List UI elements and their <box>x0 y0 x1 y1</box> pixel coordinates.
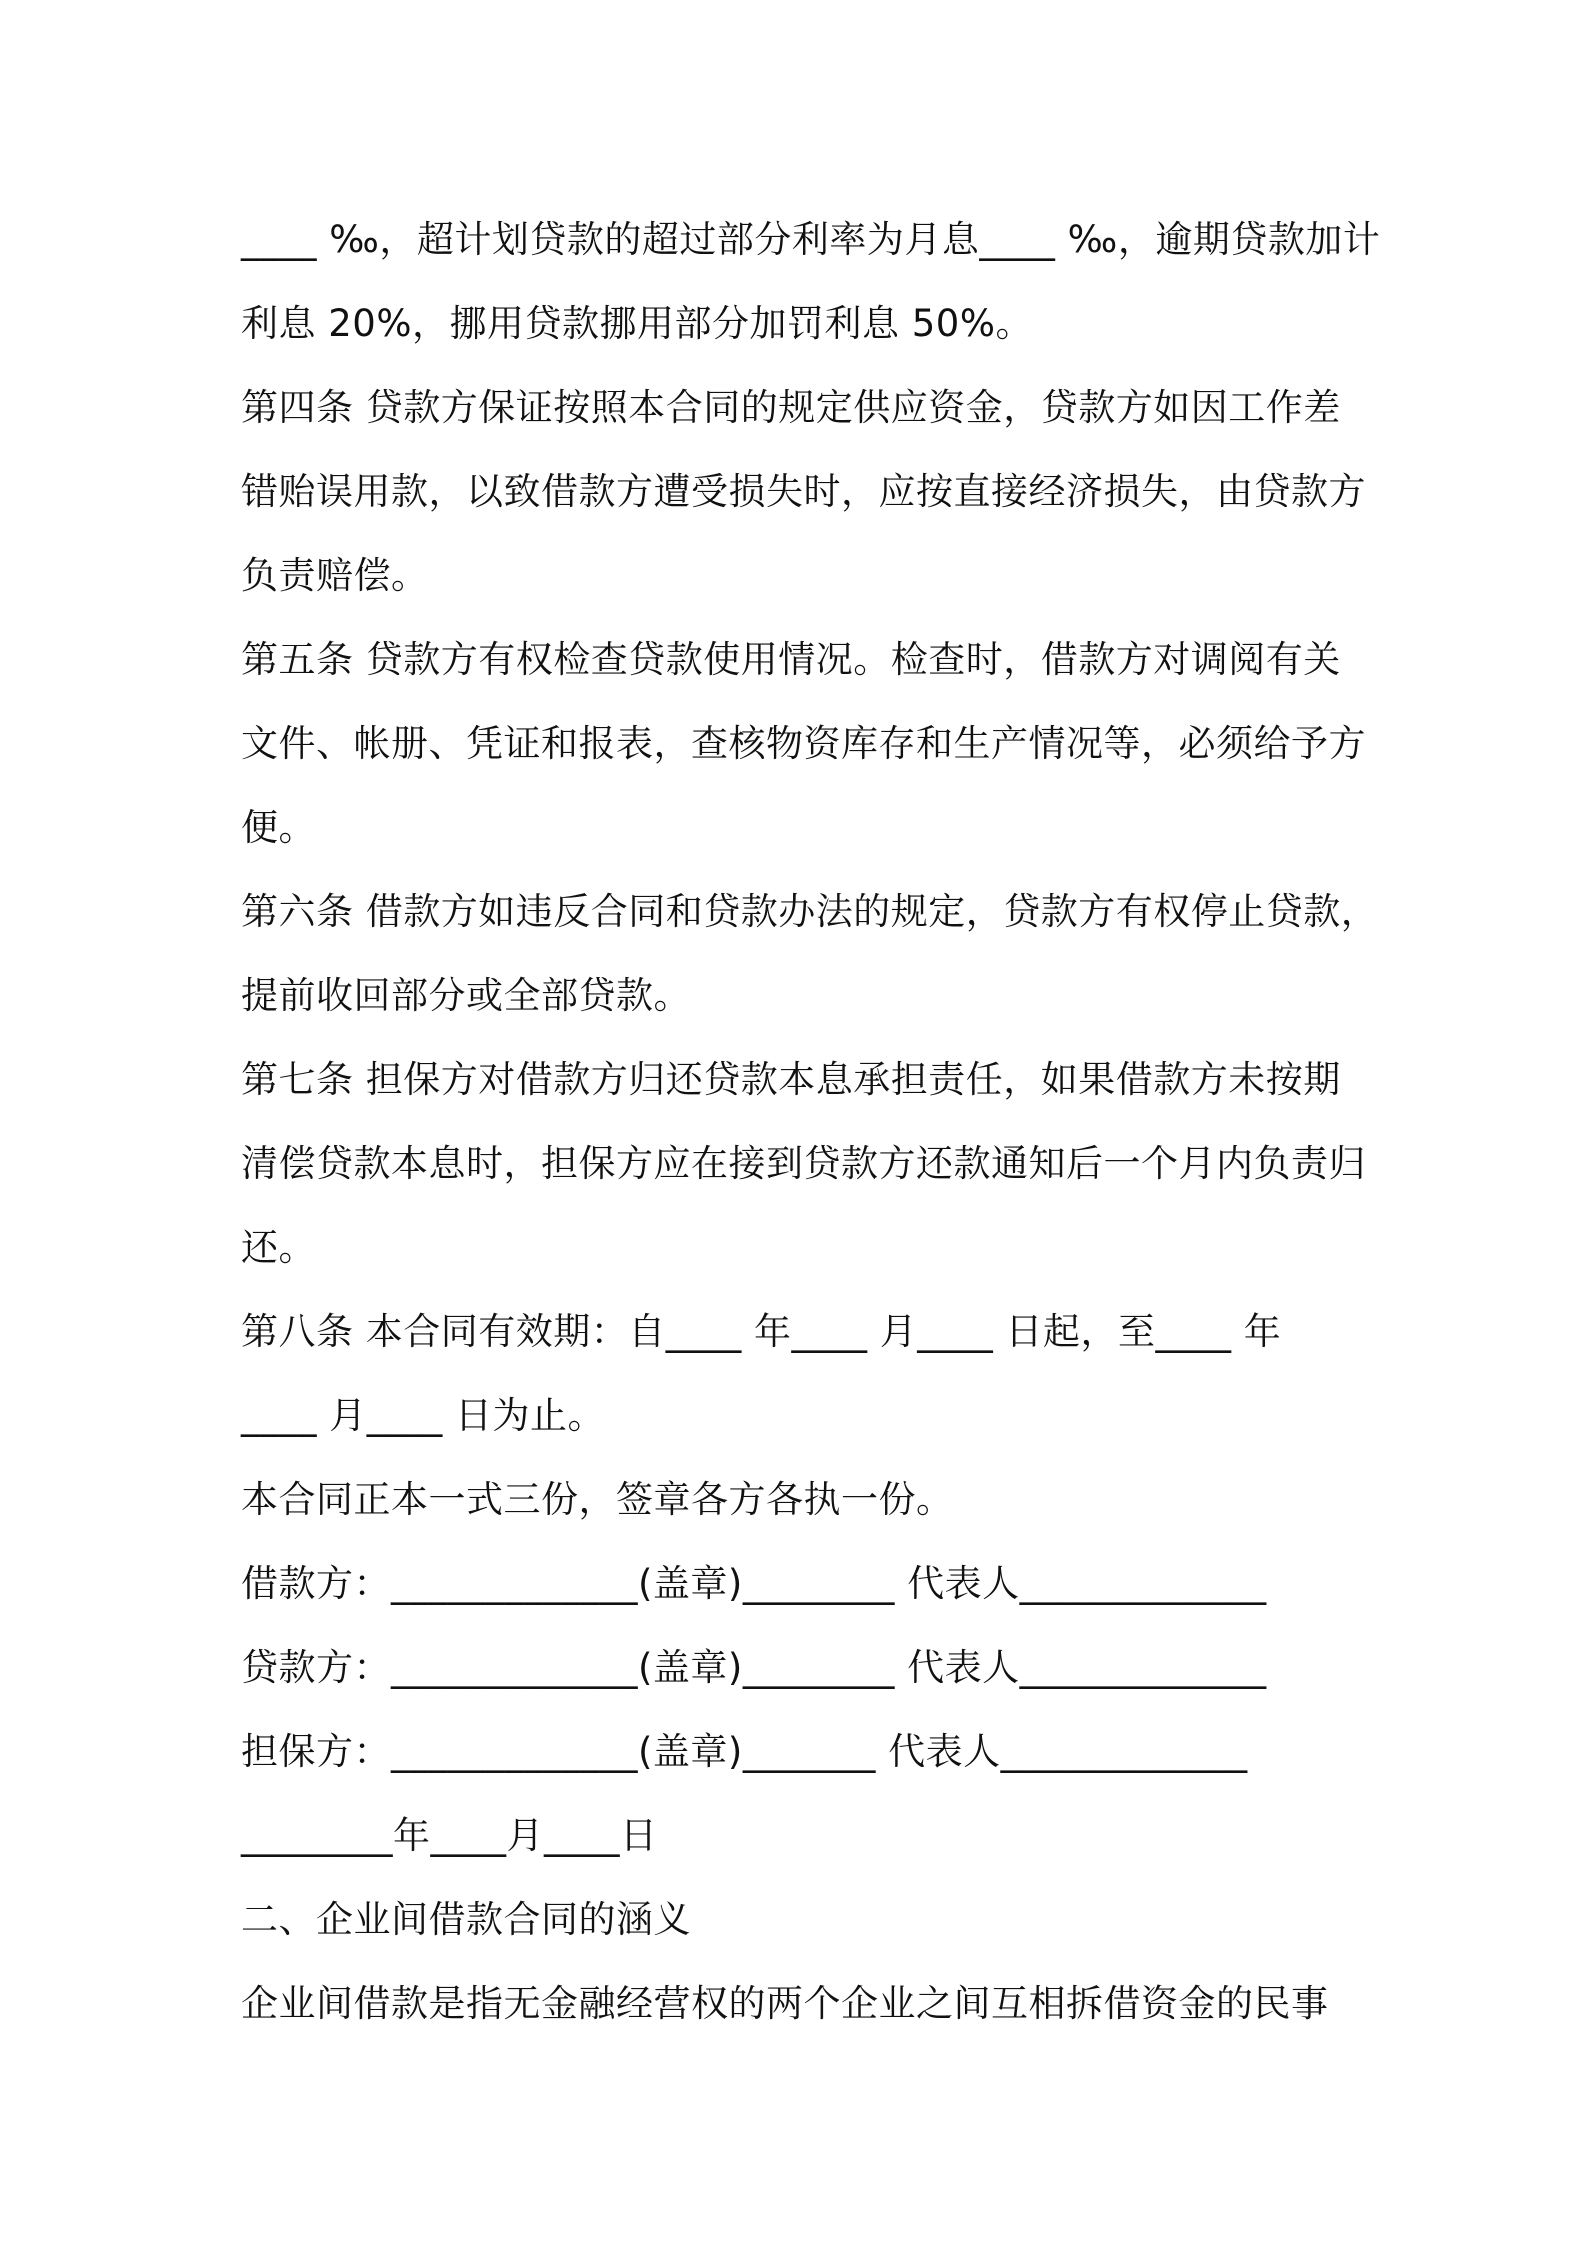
lender-signature-line: 贷款方：_____________(盖章)________ 代表人_____________ <box>241 1646 1267 1689</box>
text-line: 便。 <box>241 806 316 849</box>
text-line: 清偿贷款本息时，担保方应在接到贷款方还款通知后一个月内负责归 <box>241 1142 1366 1185</box>
section-heading: 二、企业间借款合同的涵义 <box>241 1898 691 1941</box>
borrower-signature-line: 借款方：_____________(盖章)________ 代表人_____________ <box>241 1562 1267 1605</box>
text-line: ____ 月____ 日为止。 <box>241 1394 606 1437</box>
article-4-line: 第四条 贷款方保证按照本合同的规定供应资金，贷款方如因工作差 <box>241 386 1341 429</box>
article-8-line: 第八条 本合同有效期：自____ 年____ 月____ 日起，至____ 年 <box>241 1310 1282 1353</box>
document-body <box>241 198 1381 2046</box>
text-line: 还。 <box>241 1226 316 1269</box>
article-6-line: 第六条 借款方如违反合同和贷款办法的规定，贷款方有权停止贷款， <box>241 890 1379 933</box>
article-5-line: 第五条 贷款方有权检查贷款使用情况。检查时，借款方对调阅有关 <box>241 638 1341 681</box>
text-line: ____ ‰，超计划贷款的超过部分利率为月息____ ‰，逾期贷款加计 <box>241 218 1381 261</box>
text-line: 利息 20%，挪用贷款挪用部分加罚利息 50%。 <box>241 302 1033 345</box>
text-line: 提前收回部分或全部贷款。 <box>241 974 691 1017</box>
copies-clause: 本合同正本一式三份，签章各方各执一份。 <box>241 1478 954 1521</box>
text-line: 负责赔偿。 <box>241 554 429 597</box>
text-line: 文件、帐册、凭证和报表，查核物资库存和生产情况等，必须给予方 <box>241 722 1366 765</box>
text-line: 企业间借款是指无金融经营权的两个企业之间互相拆借资金的民事 <box>241 1982 1329 2025</box>
article-7-line: 第七条 担保方对借款方归还贷款本息承担责任，如果借款方未按期 <box>241 1058 1341 1101</box>
date-line: ________年____月____日 <box>241 1814 658 1857</box>
text-line: 错贻误用款，以致借款方遭受损失时，应按直接经济损失，由贷款方 <box>241 470 1366 513</box>
guarantor-signature-line: 担保方：_____________(盖章)_______ 代表人_____________ <box>241 1730 1248 1773</box>
